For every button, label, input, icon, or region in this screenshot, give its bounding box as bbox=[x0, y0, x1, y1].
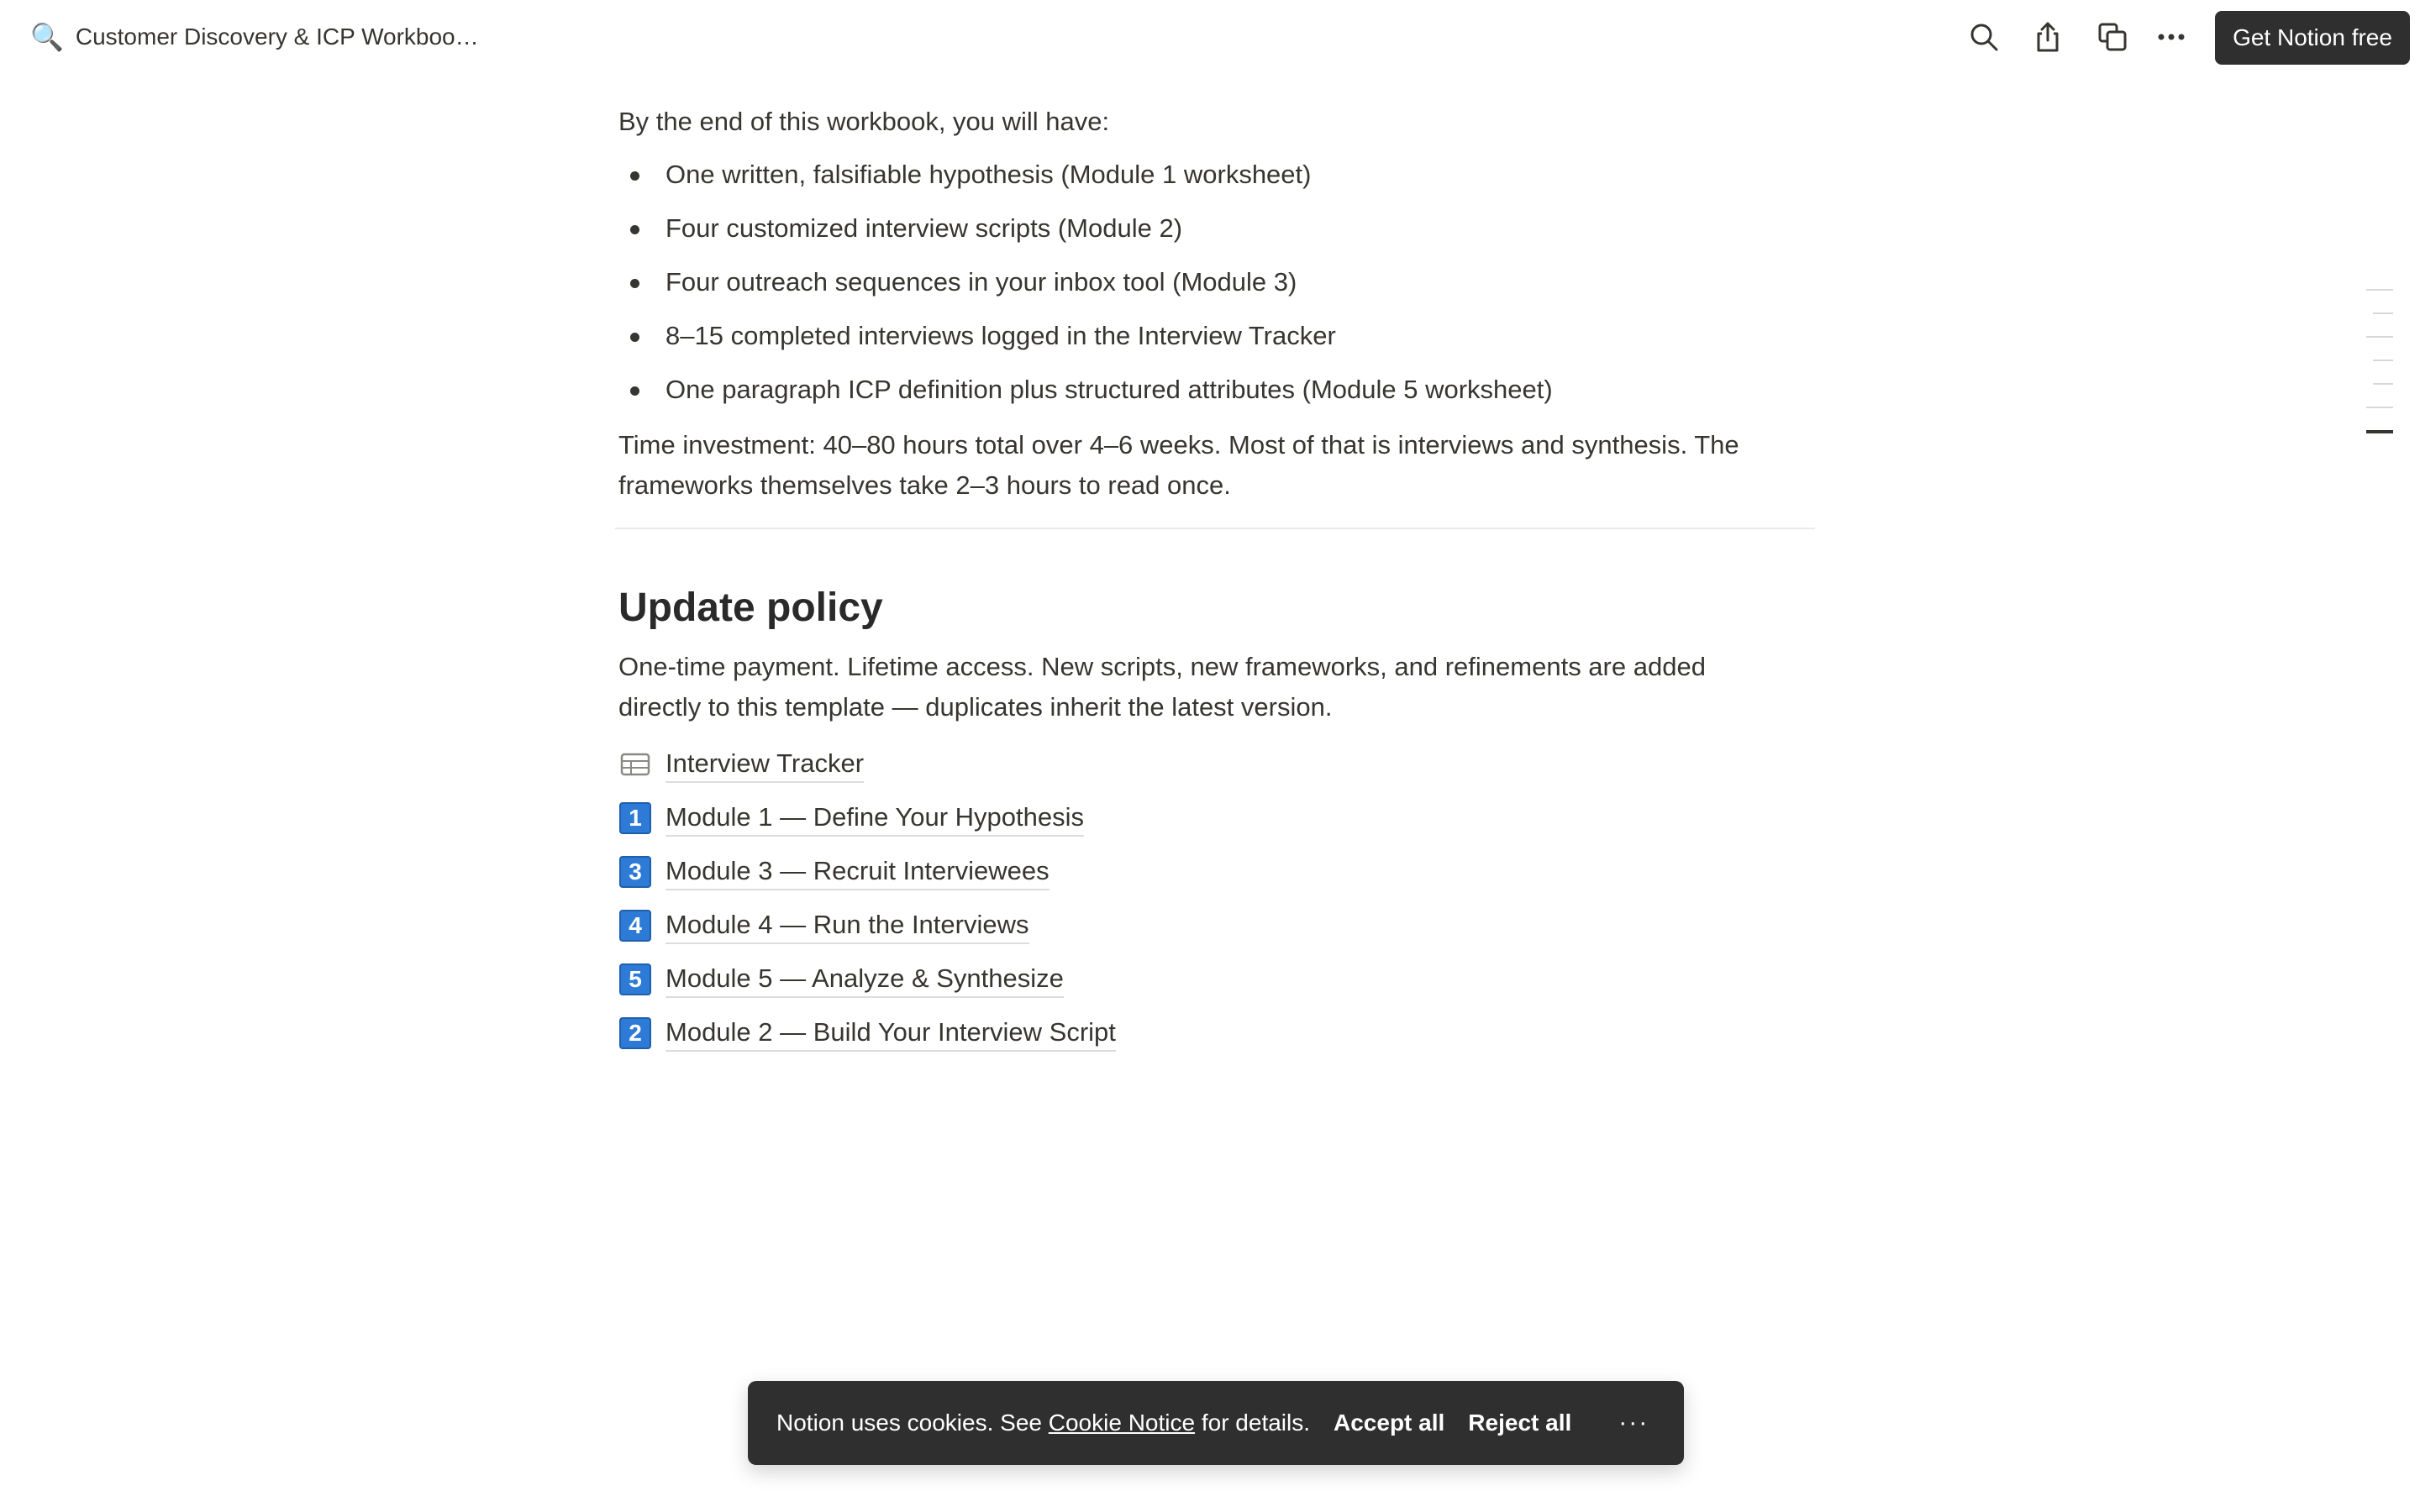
number-badge: 2 bbox=[619, 1017, 651, 1049]
number-3-icon bbox=[618, 855, 652, 889]
number-badge: 5 bbox=[619, 963, 651, 995]
linked-pages-list bbox=[618, 738, 1116, 1060]
update-policy-line-2: directly to this template — duplicates inherit the latest version. bbox=[618, 692, 1333, 722]
page-link-label[interactable]: Module 3 — Recruit Interviewees bbox=[666, 853, 1050, 890]
list-item-text: 8–15 completed interviews logged in the Interview Tracker bbox=[666, 321, 1336, 350]
table-icon bbox=[618, 748, 652, 781]
divider bbox=[615, 528, 1815, 529]
cookie-text-suffix: for details. bbox=[1195, 1410, 1311, 1436]
reject-all-button[interactable]: Reject all bbox=[1468, 1410, 1572, 1436]
accept-all-button[interactable]: Accept all bbox=[1334, 1410, 1445, 1436]
duplicate-icon bbox=[2096, 20, 2129, 54]
outline-tick[interactable] bbox=[2373, 360, 2393, 361]
page-link-module-1[interactable] bbox=[618, 791, 1116, 845]
update-policy-heading: Update policy bbox=[618, 585, 883, 630]
bullet-dot bbox=[630, 279, 639, 288]
page-link-label[interactable]: Module 4 — Run the Interviews bbox=[666, 907, 1029, 944]
cookie-text-prefix: Notion uses cookies. See bbox=[776, 1410, 1049, 1436]
outline-tick-active[interactable] bbox=[2366, 430, 2393, 433]
table-of-contents-outline[interactable] bbox=[2366, 289, 2393, 455]
page-link-label[interactable]: Module 5 — Analyze & Synthesize bbox=[666, 961, 1064, 998]
page-link-label[interactable]: Interview Tracker bbox=[666, 746, 864, 783]
bullet-dot bbox=[630, 171, 639, 181]
list-item bbox=[618, 366, 1553, 420]
top-bar bbox=[0, 0, 2420, 74]
time-investment-line-1: Time investment: 40–80 hours total over 4–6 weeks. Most of that is interviews and synthesis. The bbox=[618, 430, 1739, 459]
number-5-icon bbox=[618, 963, 652, 996]
list-item-text: One paragraph ICP definition plus structured attributes (Module 5 worksheet) bbox=[666, 375, 1553, 404]
search-icon bbox=[1967, 20, 2001, 54]
breadcrumb[interactable] bbox=[30, 17, 479, 57]
time-investment-line-2: frameworks themselves take 2–3 hours to read once. bbox=[618, 470, 1231, 500]
cookie-more-button[interactable]: ··· bbox=[1618, 1409, 1649, 1436]
magnifier-emoji-icon: 🔍 bbox=[30, 22, 64, 52]
number-2-icon bbox=[618, 1016, 652, 1050]
page-link-module-5[interactable] bbox=[618, 953, 1116, 1006]
number-4-icon bbox=[618, 909, 652, 942]
outline-tick[interactable] bbox=[2373, 383, 2393, 385]
page-title: Customer Discovery & ICP Workboo… bbox=[75, 24, 479, 50]
number-1-icon bbox=[618, 801, 652, 835]
outline-tick[interactable] bbox=[2366, 289, 2393, 291]
time-investment-paragraph bbox=[618, 425, 1808, 506]
page-link-module-2[interactable] bbox=[618, 1006, 1116, 1060]
update-policy-line-1: One-time payment. Lifetime access. New scripts, new frameworks, and refinements are added bbox=[618, 652, 1706, 681]
page-link-label[interactable]: Module 2 — Build Your Interview Script bbox=[666, 1015, 1116, 1052]
number-badge: 4 bbox=[619, 910, 651, 942]
deliverables-list bbox=[618, 151, 1553, 420]
list-item-text: One written, falsifiable hypothesis (Module 1 worksheet) bbox=[666, 160, 1312, 189]
outline-tick[interactable] bbox=[2366, 407, 2393, 408]
list-item-text: Four customized interview scripts (Module 2) bbox=[666, 213, 1183, 243]
page-link-module-4[interactable] bbox=[618, 899, 1116, 953]
list-item bbox=[618, 205, 1553, 259]
bullet-dot bbox=[630, 333, 639, 342]
outline-tick[interactable] bbox=[2373, 312, 2393, 314]
more-icon bbox=[2154, 20, 2188, 54]
more-button[interactable] bbox=[2151, 17, 2191, 57]
cookie-notice-link[interactable]: Cookie Notice bbox=[1048, 1410, 1196, 1436]
bullet-dot bbox=[630, 386, 639, 396]
number-badge: 3 bbox=[619, 856, 651, 888]
list-item bbox=[618, 259, 1553, 312]
search-button[interactable] bbox=[1964, 17, 2004, 57]
bullet-dot bbox=[630, 225, 639, 234]
cookie-message bbox=[776, 1410, 1310, 1436]
page-link-interview-tracker[interactable] bbox=[618, 738, 1116, 791]
share-icon bbox=[2031, 20, 2065, 54]
update-policy-paragraph bbox=[618, 647, 1808, 727]
list-item-text: Four outreach sequences in your inbox tool (Module 3) bbox=[666, 267, 1297, 297]
page-link-label[interactable]: Module 1 — Define Your Hypothesis bbox=[666, 800, 1084, 837]
number-badge: 1 bbox=[619, 802, 651, 834]
cookie-banner bbox=[748, 1381, 1684, 1465]
list-item bbox=[618, 312, 1553, 366]
page-link-module-3[interactable] bbox=[618, 845, 1116, 899]
duplicate-button[interactable] bbox=[2092, 17, 2133, 57]
intro-paragraph: By the end of this workbook, you will have: bbox=[618, 107, 1110, 136]
outline-tick[interactable] bbox=[2366, 336, 2393, 338]
get-notion-free-button[interactable]: Get Notion free bbox=[2215, 11, 2410, 65]
list-item bbox=[618, 151, 1553, 205]
share-button[interactable] bbox=[2028, 17, 2068, 57]
